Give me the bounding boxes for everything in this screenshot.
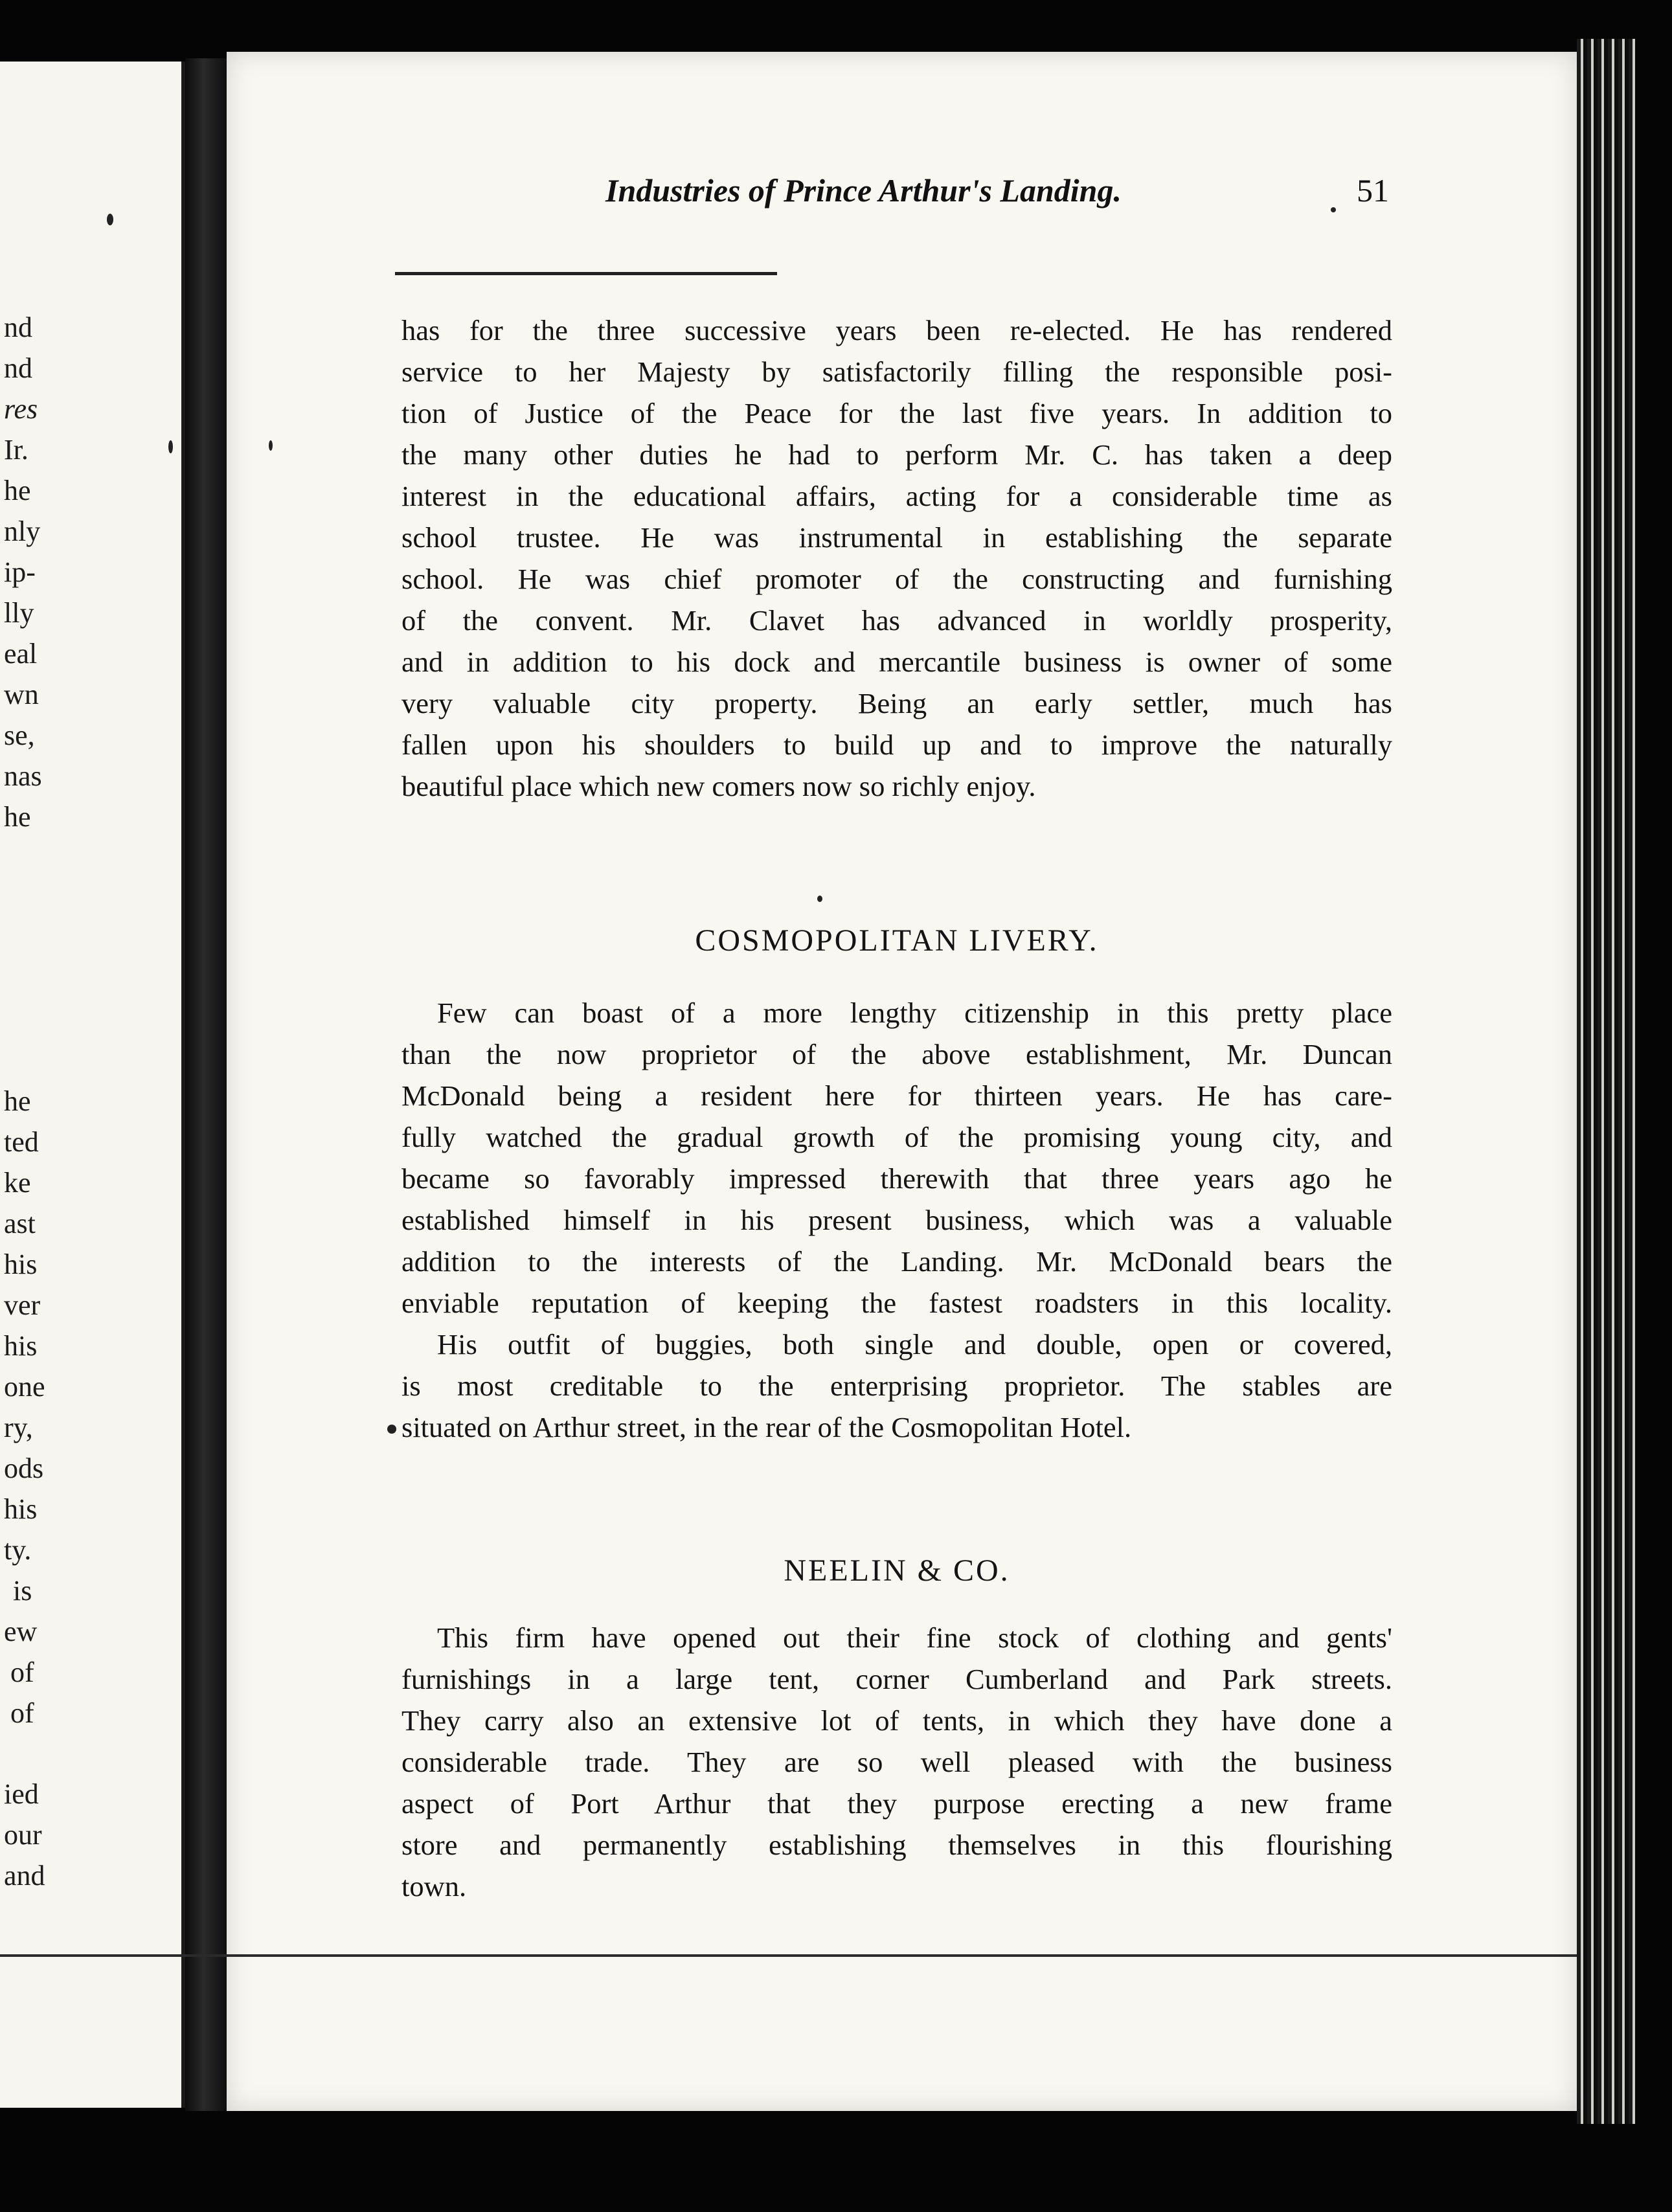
facing-page-text: ods [4, 1452, 44, 1484]
facing-page-text: he [4, 801, 31, 833]
scan-speck [387, 1425, 396, 1434]
facing-page-text: wn [4, 679, 39, 710]
text-line: interest in the educational affairs, acting for a considerable time as [401, 480, 1392, 512]
page-edges [1577, 39, 1635, 2124]
facing-page-text: nd [4, 311, 32, 343]
scan-speck [107, 214, 113, 225]
page-number: 51 [1357, 172, 1389, 209]
text-line: store and permanently establishing themselves in this flourishing [401, 1829, 1392, 1861]
text-line: has for the three successive years been re-elected. He has rendered [401, 314, 1392, 346]
facing-page-text: one [4, 1371, 45, 1403]
livery-paragraph [401, 992, 1392, 1448]
text-line: Few can boast of a more lengthy citizenship in this pretty place [437, 997, 1392, 1029]
text-line: of the convent. Mr. Clavet has advanced in worldly prosperity, [401, 604, 1392, 637]
facing-page-text: he [4, 1085, 31, 1117]
scan-speck [269, 440, 273, 451]
facing-page-text: ty. [4, 1534, 32, 1566]
facing-page-text: nly [4, 515, 41, 547]
facing-page-text: our [4, 1819, 42, 1851]
text-line: situated on Arthur street, in the rear of the Cosmopolitan Hotel. [401, 1411, 1132, 1443]
text-line: His outfit of buggies, both single and double, open or covered, [437, 1328, 1392, 1360]
section-heading-neelin: NEELIN & CO. [784, 1553, 1010, 1588]
text-line: enviable reputation of keeping the fastest roadsters in this locality. [401, 1287, 1392, 1319]
text-line: tion of Justice of the Peace for the last five years. In addition to [401, 397, 1392, 429]
text-line: very valuable city property. Being an early settler, much has [401, 687, 1392, 719]
text-line: beautiful place which new comers now so richly enjoy. [401, 770, 1036, 802]
facing-page-text: Ir. [4, 434, 28, 466]
facing-page-text: ted [4, 1126, 39, 1158]
text-line: school. He was chief promoter of the constructing and furnishing [401, 563, 1392, 595]
facing-page-text: ast [4, 1208, 36, 1239]
text-line: They carry also an extensive lot of tents, in which they have done a [401, 1704, 1392, 1737]
text-line: This firm have opened out their fine stock of clothing and gents' [437, 1621, 1392, 1654]
text-line: McDonald being a resident here for thirteen years. He has care- [401, 1079, 1392, 1112]
facing-page-text: lly [4, 597, 34, 629]
facing-page-text: of [10, 1656, 34, 1688]
facing-page-text: and [4, 1860, 45, 1891]
text-line: is most creditable to the enterprising proprietor. The stables are [401, 1370, 1392, 1402]
facing-page-text: ver [4, 1289, 41, 1321]
scan-speck [817, 896, 822, 902]
text-line: fully watched the gradual growth of the promising young city, and [401, 1121, 1392, 1153]
scan-edge-rule [0, 1954, 1577, 1957]
text-line: aspect of Port Arthur that they purpose erecting a new frame [401, 1787, 1392, 1820]
header-rule [395, 272, 777, 275]
facing-page-text: se, [4, 719, 35, 751]
book-gutter [185, 58, 231, 2111]
scan-speck [168, 440, 173, 453]
facing-page-text: his [4, 1330, 38, 1362]
facing-page-text: nd [4, 352, 32, 384]
facing-page-text: of [10, 1697, 34, 1729]
text-line: service to her Majesty by satisfactorily filling the responsible posi- [401, 356, 1392, 388]
text-line: school trustee. He was instrumental in establishing the separate [401, 521, 1392, 554]
facing-page-text: his [4, 1493, 38, 1525]
text-line: and in addition to his dock and mercantile business is owner of some [401, 646, 1392, 678]
facing-page-text: ied [4, 1778, 39, 1810]
neelin-paragraph [401, 1617, 1392, 1907]
facing-page-text: is [13, 1575, 32, 1607]
facing-page-text: ke [4, 1167, 31, 1199]
scan-speck [1331, 207, 1336, 212]
facing-page-text: ip- [4, 556, 36, 588]
text-line: established himself in his present business, which was a valuable [401, 1204, 1392, 1236]
text-line: the many other duties he had to perform Mr. C. has taken a deep [401, 438, 1392, 471]
intro-paragraph [401, 310, 1392, 807]
facing-page-text: eal [4, 638, 38, 670]
text-line: addition to the interests of the Landing. Mr. McDonald bears the [401, 1245, 1392, 1278]
facing-page-text: his [4, 1248, 38, 1280]
text-line: considerable trade. They are so well pleased with the business [401, 1746, 1392, 1778]
facing-page-text: ry, [4, 1412, 33, 1443]
facing-page-text: res [4, 393, 38, 425]
text-line: town. [401, 1870, 467, 1902]
facing-page-text: nas [4, 760, 42, 792]
section-heading-livery: COSMOPOLITAN LIVERY. [695, 923, 1099, 958]
facing-page-text: ew [4, 1616, 38, 1647]
text-line: became so favorably impressed therewith that three years ago he [401, 1162, 1392, 1195]
running-header [379, 172, 1389, 223]
running-title: Industries of Prince Arthur's Landing. [605, 172, 1122, 209]
text-line: fallen upon his shoulders to build up and to improve the naturally [401, 728, 1392, 761]
facing-page-fragment [0, 62, 185, 2108]
text-line: furnishings in a large tent, corner Cumberland and Park streets. [401, 1663, 1392, 1695]
text-line: than the now proprietor of the above establishment, Mr. Duncan [401, 1038, 1392, 1070]
facing-page-text: he [4, 475, 31, 506]
